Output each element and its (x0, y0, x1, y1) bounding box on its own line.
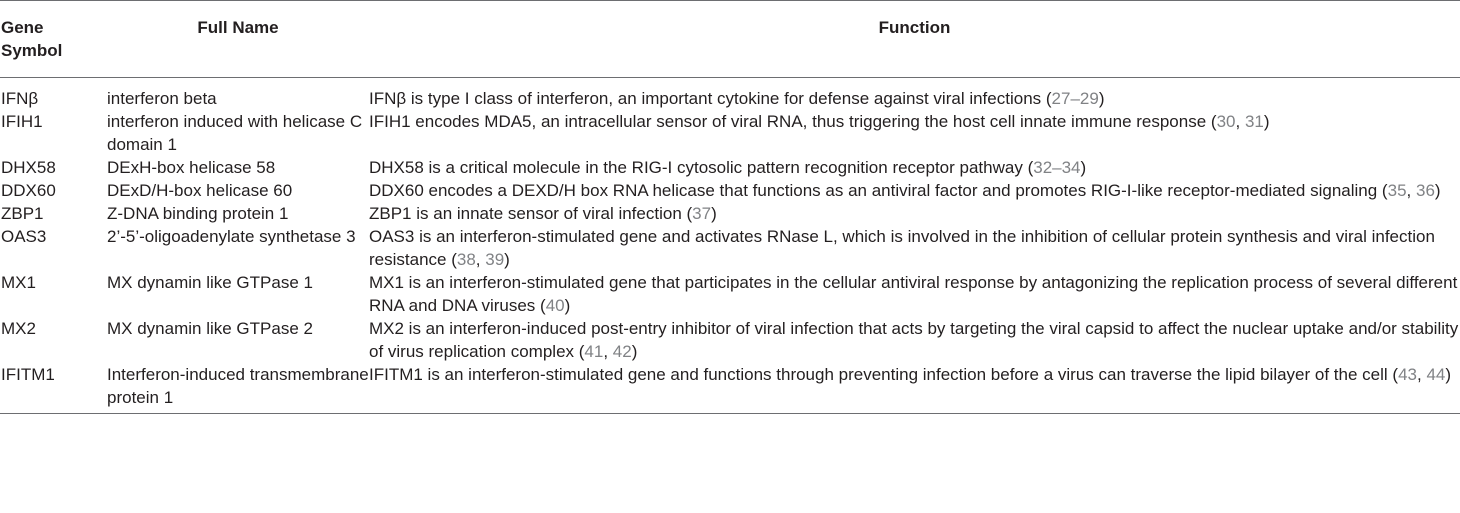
citation-link[interactable]: 43 (1398, 365, 1417, 384)
citation-separator: , (1235, 112, 1245, 131)
function-cell (369, 317, 1460, 363)
citation-link[interactable]: 42 (612, 342, 632, 361)
function-text: OAS3 is an interferon-stimulated gene and activates RNase L, which is involved in the inhibition of cellular protein synthesis and viral infection resistance ( (369, 227, 1435, 269)
citation-close: ) (1434, 181, 1441, 200)
table-row (0, 202, 1460, 225)
function-cell (369, 110, 1460, 156)
gene-symbol-cell: MX1 (1, 273, 36, 292)
table-row (0, 179, 1460, 202)
gene-symbol-cell: DHX58 (1, 158, 56, 177)
function-cell (369, 156, 1460, 179)
citation-link[interactable]: 27–29 (1051, 89, 1099, 108)
full-name-cell: Interferon-induced transmembrane protein 1 (107, 363, 369, 414)
table-row (0, 110, 1460, 156)
table-header (0, 1, 1460, 78)
function-text: IFITM1 is an interferon-stimulated gene and functions through preventing infection before a virus can traverse the lipid bilayer of the cell ( (369, 365, 1399, 384)
table-row (0, 78, 1460, 111)
citation-link[interactable]: 30 (1216, 112, 1236, 131)
citation-close: ) (1263, 112, 1270, 131)
citation-separator: , (475, 250, 486, 269)
full-name-cell: DExH-box helicase 58 (107, 158, 276, 177)
gene-symbol-cell: DDX60 (1, 181, 56, 200)
full-name-cell: MX dynamin like GTPase 2 (107, 319, 313, 338)
gene-symbol-cell: OAS3 (1, 227, 47, 246)
citation-link[interactable]: 35 (1387, 181, 1407, 200)
full-name-cell: MX dynamin like GTPase 1 (107, 273, 313, 292)
gene-symbol-cell: IFITM1 (0, 363, 107, 414)
citation-link[interactable]: 39 (485, 250, 505, 269)
gene-symbol-cell: IFNβ (1, 89, 39, 108)
header-gene-symbol-line1: Gene (1, 18, 44, 37)
function-text: IFNβ is type I class of interferon, an important cytokine for defense against viral infections ( (369, 89, 1052, 108)
citation-close: ) (711, 204, 717, 223)
table-row (0, 317, 1460, 363)
function-cell (369, 363, 1460, 414)
function-cell (369, 78, 1460, 111)
header-gene-symbol (0, 1, 107, 78)
function-text: DHX58 is a critical molecule in the RIG-I cytosolic pattern recognition receptor pathway ( (369, 158, 1034, 177)
full-name-cell: 2’-5’-oligoadenylate synthetase 3 (107, 227, 356, 246)
header-row (0, 1, 1460, 78)
full-name-cell: DExD/H-box helicase 60 (107, 181, 293, 200)
full-name-cell: Z-DNA binding protein 1 (107, 204, 289, 223)
citation-link[interactable]: 37 (692, 204, 712, 223)
full-name-cell: interferon induced with helicase C domain 1 (107, 112, 363, 154)
citation-link[interactable]: 40 (545, 296, 565, 315)
table-body (0, 78, 1460, 414)
function-text: MX2 is an interferon-induced post-entry inhibitor of viral infection that acts by targeting the viral capsid to affect the nuclear uptake and/or stability of virus replication complex ( (369, 319, 1459, 361)
function-cell (369, 179, 1460, 202)
citation-close: ) (1098, 89, 1105, 108)
header-full-name: Full Name (107, 1, 369, 78)
citation-link[interactable]: 31 (1244, 112, 1264, 131)
citation-separator: , (1416, 365, 1427, 384)
citation-link[interactable]: 44 (1426, 365, 1446, 384)
table-row (0, 271, 1460, 317)
function-text: MX1 is an interferon-stimulated gene that participates in the cellular antiviral response by antagonizing the replication process of several different RNA and DNA viruses ( (369, 273, 1458, 315)
table-row (0, 156, 1460, 179)
citation-close: ) (1080, 158, 1087, 177)
function-text: IFIH1 encodes MDA5, an intracellular sensor of viral RNA, thus triggering the host cell innate immune response ( (369, 112, 1217, 131)
gene-symbol-cell: ZBP1 (1, 204, 44, 223)
gene-symbol-cell: IFIH1 (1, 112, 43, 131)
table-row (0, 225, 1460, 271)
citation-separator: , (603, 342, 613, 361)
citation-separator: , (1406, 181, 1416, 200)
function-cell (369, 271, 1460, 317)
full-name-cell: interferon beta (107, 89, 217, 108)
function-cell (369, 202, 1460, 225)
citation-close: ) (631, 342, 638, 361)
function-text: DDX60 encodes a DEXD/H box RNA helicase that functions as an antiviral factor and promotes RIG-I-like receptor-mediated signaling ( (369, 181, 1388, 200)
citation-close: ) (564, 296, 571, 315)
header-function: Function (369, 1, 1460, 78)
citation-close: ) (504, 250, 510, 269)
citation-link[interactable]: 41 (584, 342, 604, 361)
citation-link[interactable]: 36 (1415, 181, 1435, 200)
gene-symbol-cell: MX2 (1, 319, 36, 338)
function-text: ZBP1 is an innate sensor of viral infection ( (369, 204, 693, 223)
citation-link[interactable]: 32–34 (1033, 158, 1081, 177)
function-cell (369, 225, 1460, 271)
citation-link[interactable]: 38 (456, 250, 476, 269)
header-gene-symbol-line2: Symbol (1, 41, 63, 60)
citation-close: ) (1445, 365, 1452, 384)
table-row (0, 363, 1460, 414)
